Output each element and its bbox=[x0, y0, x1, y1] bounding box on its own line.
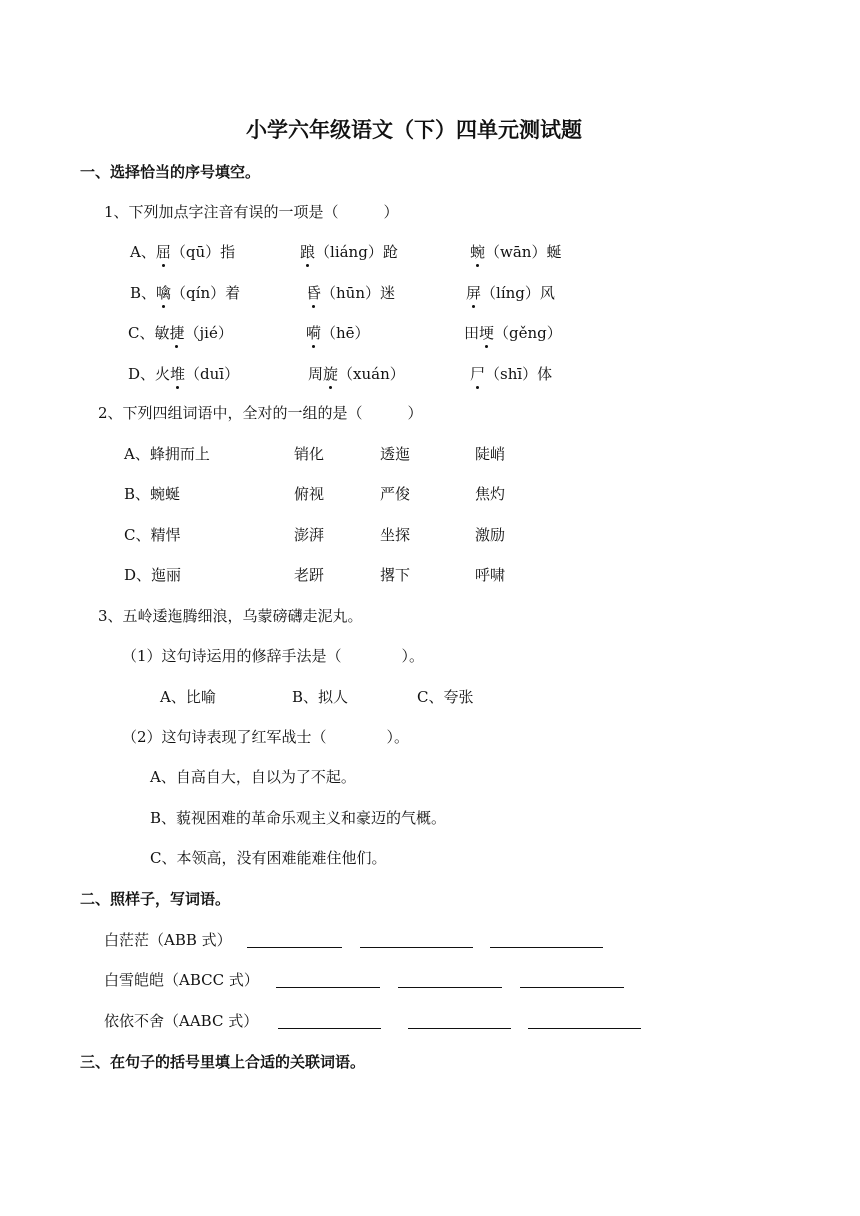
answer-blank[interactable] bbox=[276, 987, 380, 988]
question-3-stem: 3、五岭逶迤腾细浪，乌蒙磅礴走泥丸。 bbox=[98, 607, 363, 625]
q3-sub1: （1）这句诗运用的修辞手法是（ ）。 bbox=[122, 647, 425, 665]
answer-blank[interactable] bbox=[278, 1028, 381, 1029]
q2-row-b-col2: 俯视 bbox=[294, 485, 325, 503]
q1-row-d-col2: 周旋（xuán） bbox=[308, 365, 405, 383]
q1-row-a-col3: 蜿（wān）蜒 bbox=[470, 243, 562, 261]
answer-blank[interactable] bbox=[520, 987, 624, 988]
page-title: 小学六年级语文（下）四单元测试题 bbox=[246, 118, 582, 142]
q1-row-c-col3: 田埂（gěng） bbox=[464, 324, 562, 342]
section-3-heading: 三、在句子的括号里填上合适的关联词语。 bbox=[80, 1053, 366, 1071]
q2-row-d-col2: 老趼 bbox=[294, 566, 325, 584]
q2-row-c-col2: 澎湃 bbox=[294, 526, 325, 544]
q1-row-a-col1: A、屈（qū）指 bbox=[130, 243, 236, 261]
q2-row-a-col1: A、蜂拥而上 bbox=[124, 445, 210, 463]
answer-blank[interactable] bbox=[398, 987, 502, 988]
q1-row-b-col2: 昏（hūn）迷 bbox=[306, 284, 395, 302]
q2-row-c-col3: 坐探 bbox=[380, 526, 411, 544]
q2-row-d-col3: 撂下 bbox=[380, 566, 411, 584]
answer-blank[interactable] bbox=[490, 947, 603, 948]
q3-sub2: （2）这句诗表现了红军战士（ ）。 bbox=[122, 728, 410, 746]
q1-row-b-col3: 屏（líng）风 bbox=[466, 284, 555, 302]
q3-sub1-option-a: A、比喻 bbox=[160, 688, 216, 706]
q2-row-b-col4: 焦灼 bbox=[475, 485, 506, 503]
q2-row-d-col1: D、迤丽 bbox=[124, 566, 182, 584]
word-pattern-aabc: 依依不舍（AABC 式） bbox=[104, 1012, 259, 1030]
q2-row-c-col1: C、精悍 bbox=[124, 526, 181, 544]
section-1-heading: 一、选择恰当的序号填空。 bbox=[80, 163, 261, 181]
q1-row-b-col1: B、噙（qín）着 bbox=[130, 284, 241, 302]
answer-blank[interactable] bbox=[528, 1028, 641, 1029]
q3-sub2-option-b: B、藐视困难的革命乐观主义和豪迈的气概。 bbox=[150, 809, 447, 827]
q3-sub1-option-c: C、夸张 bbox=[417, 688, 474, 706]
q3-sub2-option-c: C、本领高，没有困难能难住他们。 bbox=[150, 849, 387, 867]
answer-blank[interactable] bbox=[247, 947, 342, 948]
q1-row-a-col2: 踉（liáng）跄 bbox=[300, 243, 398, 261]
question-2-stem: 2、下列四组词语中，全对的一组的是（ ） bbox=[98, 404, 423, 422]
word-pattern-abb: 白茫茫（ABB 式） bbox=[104, 931, 232, 949]
question-1-stem: 1、下列加点字注音有误的一项是（ ） bbox=[104, 203, 399, 221]
q3-sub2-option-a: A、自高自大，自以为了不起。 bbox=[150, 768, 356, 786]
answer-blank[interactable] bbox=[408, 1028, 511, 1029]
q2-row-b-col3: 严俊 bbox=[380, 485, 411, 503]
q1-row-c-col2: 嗬（hē） bbox=[306, 324, 370, 342]
q1-row-d-col3: 尸（shī）体 bbox=[470, 365, 553, 383]
q3-sub1-option-b: B、拟人 bbox=[292, 688, 349, 706]
section-2-heading: 二、照样子，写词语。 bbox=[80, 890, 231, 908]
q2-row-b-col1: B、蜿蜒 bbox=[124, 485, 181, 503]
q2-row-d-col4: 呼啸 bbox=[475, 566, 506, 584]
q2-row-a-col3: 透迤 bbox=[380, 445, 411, 463]
q2-row-a-col2: 销化 bbox=[294, 445, 325, 463]
word-pattern-abcc: 白雪皑皑（ABCC 式） bbox=[104, 971, 259, 989]
q1-row-c-col1: C、敏捷（jié） bbox=[128, 324, 233, 342]
answer-blank[interactable] bbox=[360, 947, 473, 948]
q2-row-a-col4: 陡峭 bbox=[475, 445, 506, 463]
q2-row-c-col4: 激励 bbox=[475, 526, 506, 544]
q1-row-d-col1: D、火堆（duī） bbox=[128, 365, 240, 383]
